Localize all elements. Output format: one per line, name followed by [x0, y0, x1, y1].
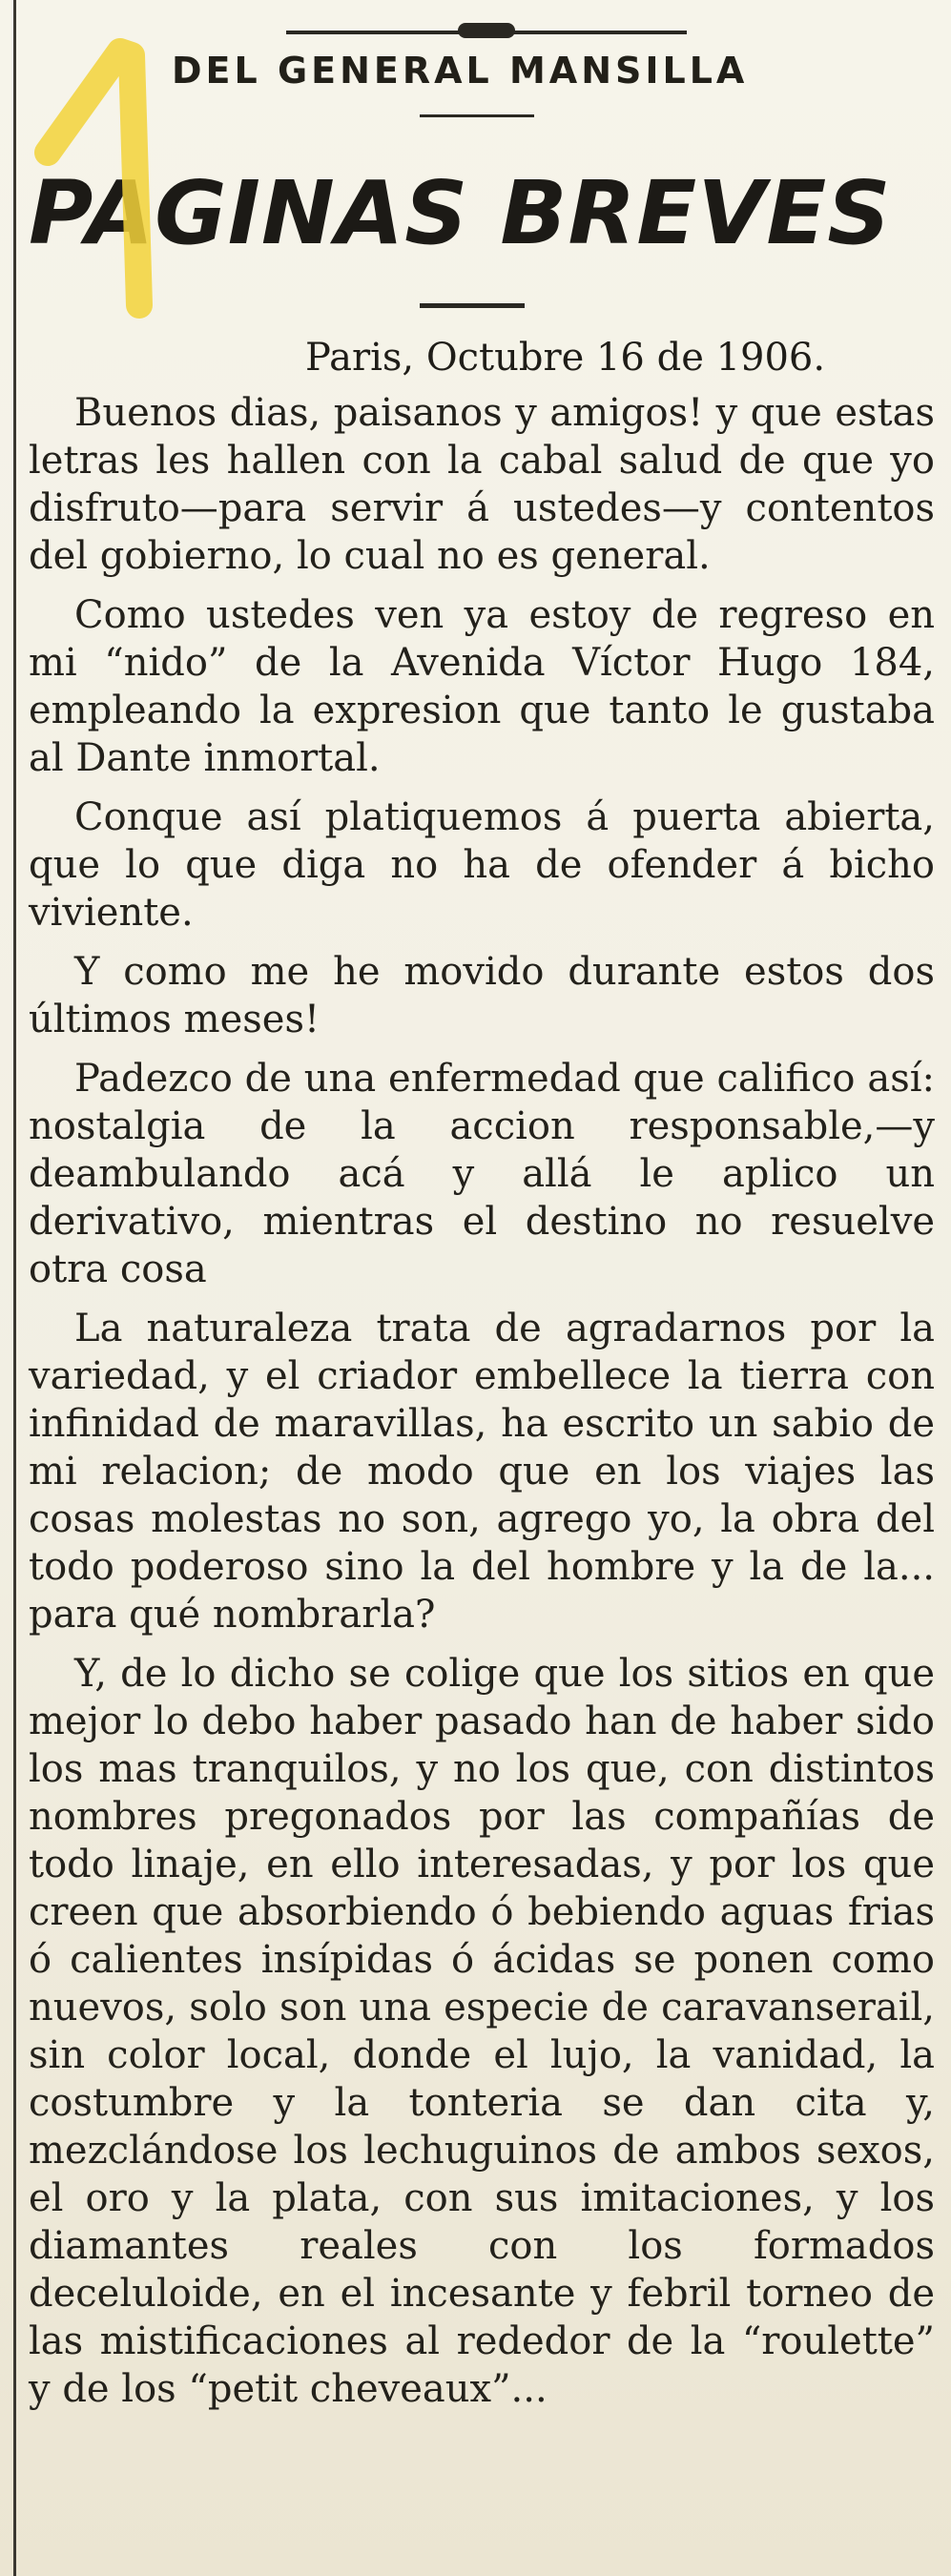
dateline: Paris, Octubre 16 de 1906.	[305, 336, 826, 380]
paragraph: Buenos dias, paisanos y amigos! y que estas letras les hallen con la cabal salud de que yo disfruto—para servir á ustedes—y contentos del gobierno, lo cual no es general.	[29, 391, 935, 578]
column-rule	[13, 0, 16, 2576]
paragraph: Conque así platiquemos á puerta abierta, que lo que diga no ha de ofender á bicho viviente.	[29, 795, 935, 935]
headline: PAGINAS BREVES	[29, 162, 892, 264]
headline-rule	[420, 303, 525, 308]
paragraph: La naturaleza trata de agradarnos por la variedad, y el criador embellece la tierra con infinidad de maravillas, ha escrito un sabio de mi relacion; de modo que en los viajes las cosas molestas no son, agrego yo, la obra del todo poderoso sino la del hombre y la de la... para qué nombrarla?	[29, 1307, 935, 1637]
paragraph: Y, de lo dicho se colige que los sitios en que mejor lo debo haber pasado han de haber sido los mas tranquilos, y no los que, con distintos nombres pregonados por las compañías de todo linaje, en ello interesadas, y por los que creen que absorbiendo ó bebiendo aguas frias ó calientes insípidas ó ácidas se ponen como nuevos, solo son una especie de caravanserail, sin color local, donde el lujo, la vanidad, la costumbre y la tonteria se dan cita y, mezclándose los lechuguinos de ambos sexos, el oro y la plata, con sus imitaciones, y los diamantes reales con los formados deceluloide, en el incesante y febril torneo de las mistificaciones al rededor de la “roulette” y de los “petit cheveaux”...	[29, 1652, 935, 2411]
paragraph: Padezco de una enfermedad que califico así: nostalgia de la accion responsable,—y deambulando acá y allá le aplico un derivativo, mientras el destino no resuelve otra cosa	[29, 1057, 935, 1291]
paragraph: Y como me he movido durante estos dos últimos meses!	[29, 950, 935, 1041]
kicker-rule	[420, 114, 534, 117]
top-ornament	[458, 23, 515, 38]
article-body	[29, 389, 935, 2424]
handwritten-number-mark	[29, 19, 172, 324]
paragraph: Como ustedes ven ya estoy de regreso en mi “nido” de la Avenida Víctor Hugo 184, empleando la expresion que tanto le gustaba al Dante inmortal.	[29, 593, 935, 780]
section-kicker: DEL GENERAL MANSILLA	[172, 50, 749, 92]
